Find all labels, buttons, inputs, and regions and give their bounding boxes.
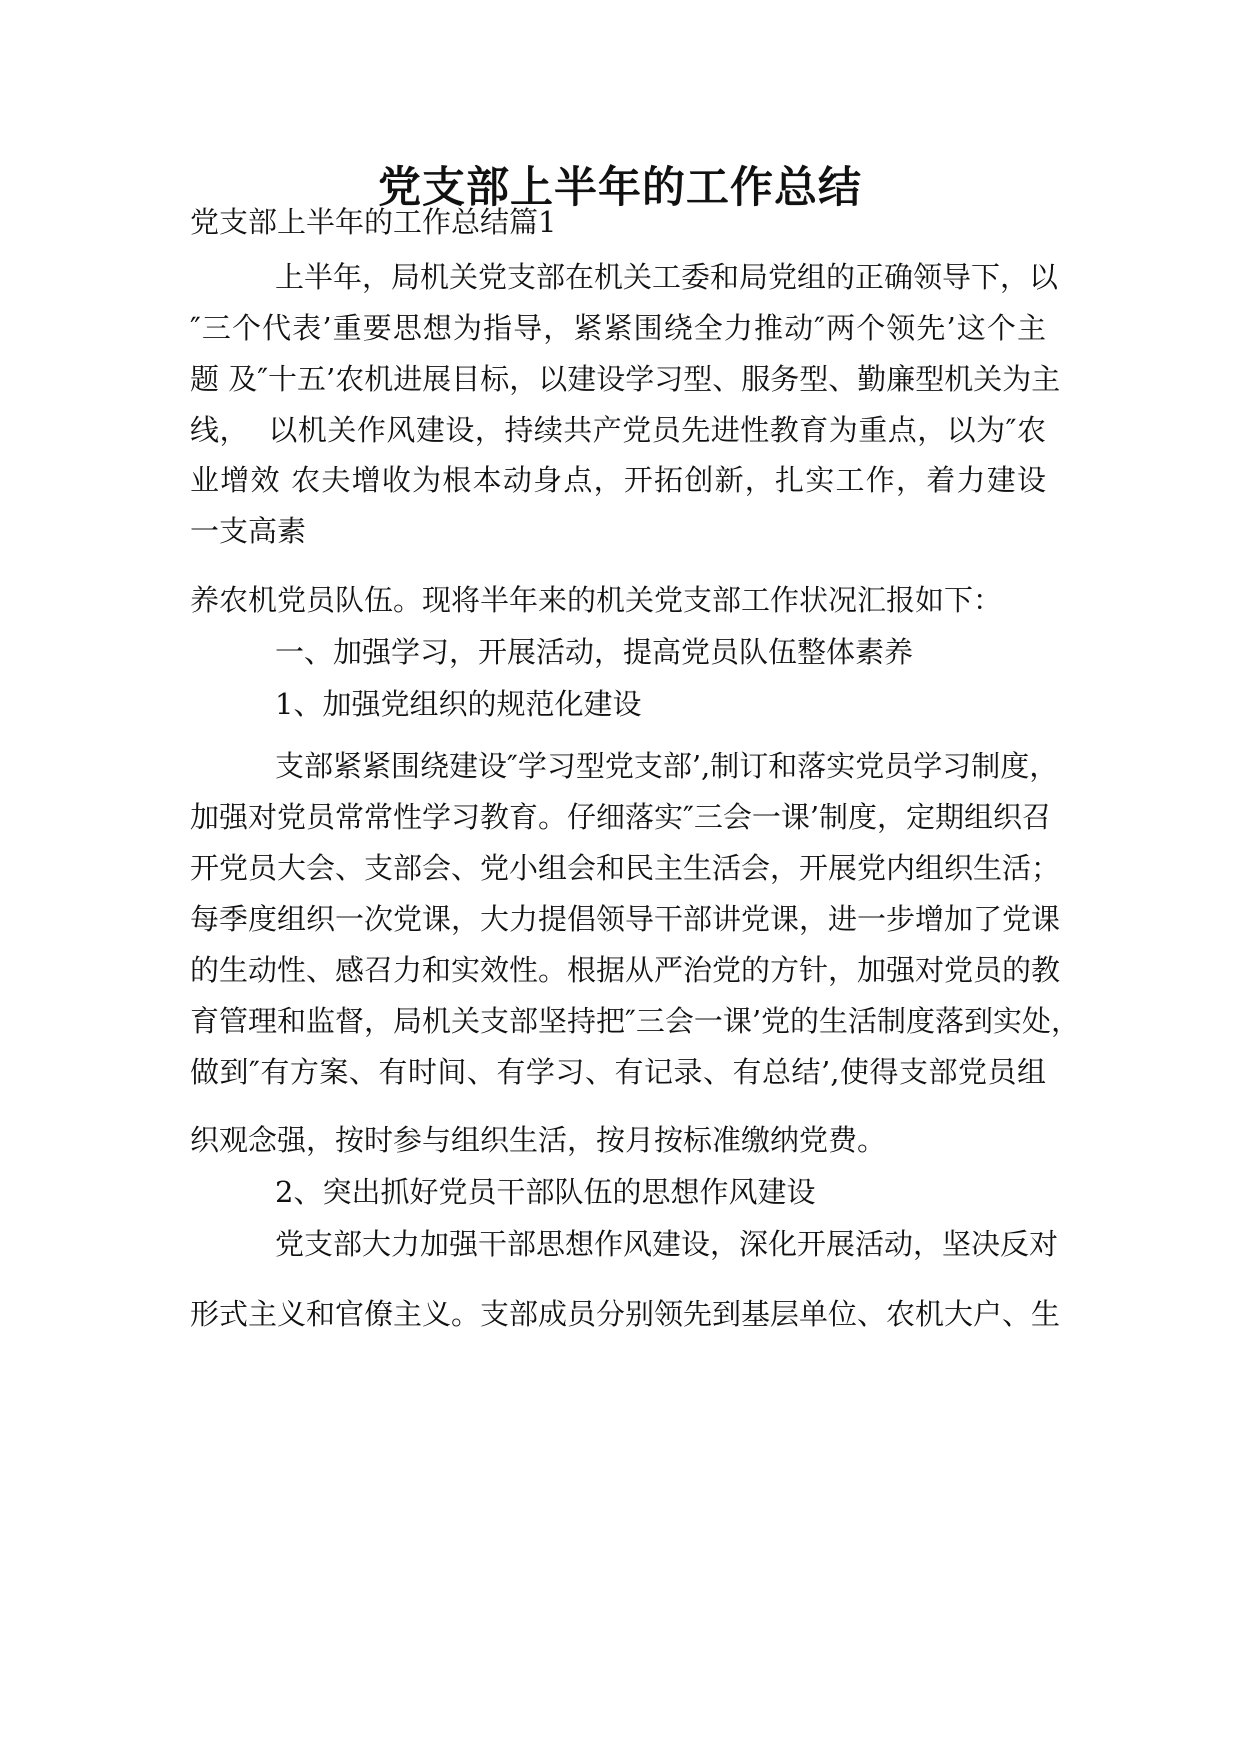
paragraph-line: 每季度组织一次党课，大力提倡领导干部讲党课，进一步增加了党课: [190, 902, 1061, 936]
paragraph-line: 育管理和监督，局机关支部坚持把″三会一课’党的生活制度落到实处，: [190, 1004, 1081, 1038]
paragraph-line: 上半年，局机关党支部在机关工委和局党组的正确领导下，以: [275, 260, 1059, 294]
paragraph-line: 支部紧紧围绕建设″学习型党支部’,制订和落实党员学习制度，: [275, 749, 1059, 783]
paragraph-line: 一支高素: [190, 514, 307, 548]
paragraph-line: 题 及″十五’农机进展目标，以建设学习型、服务型、勤廉型机关为主: [190, 362, 1061, 396]
paragraph-line: 养农机党员队伍。现将半年来的机关党支部工作状况汇报如下：: [190, 583, 1003, 617]
paragraph-line: 开党员大会、支部会、党小组会和民主生活会，开展党内组织生活；: [190, 851, 1061, 885]
section-heading: 党支部上半年的工作总结篇1: [190, 205, 557, 239]
paragraph-line: 织观念强，按时参与组织生活，按月按标准缴纳党费。: [190, 1123, 887, 1157]
paragraph-line: 线， 以机关作风建设，持续共产党员先进性教育为重点，以为″农: [190, 413, 1046, 447]
section-heading: 一、加强学习，开展活动，提高党员队伍整体素养: [275, 635, 914, 669]
paragraph-line: 的生动性、感召力和实效性。根据从严治党的方针，加强对党员的教: [190, 953, 1061, 987]
paragraph-line: 加强对党员常常性学习教育。仔细落实″三会一课’制度，定期组织召: [190, 800, 1052, 834]
paragraph-line: 形式主义和官僚主义。支部成员分别领先到基层单位、农机大户、生: [190, 1297, 1061, 1331]
paragraph-line: 做到″有方案、有时间、有学习、有记录、有总结’,使得支部党员组: [190, 1055, 1046, 1089]
paragraph-line: ″三个代表’重要思想为指导，紧紧围绕全力推动″两个领先’这个主: [190, 311, 1046, 345]
paragraph-line: 党支部大力加强干部思想作风建设，深化开展活动，坚决反对: [275, 1227, 1059, 1261]
document-title: 党支部上半年的工作总结: [378, 163, 862, 213]
subsection-heading: 1、加强党组织的规范化建设: [275, 687, 642, 721]
subsection-heading: 2、突出抓好党员干部队伍的思想作风建设: [275, 1175, 816, 1209]
paragraph-line: 业增效 农夫增收为根本动身点，开拓创新，扎实工作，着力建设: [190, 463, 1046, 497]
